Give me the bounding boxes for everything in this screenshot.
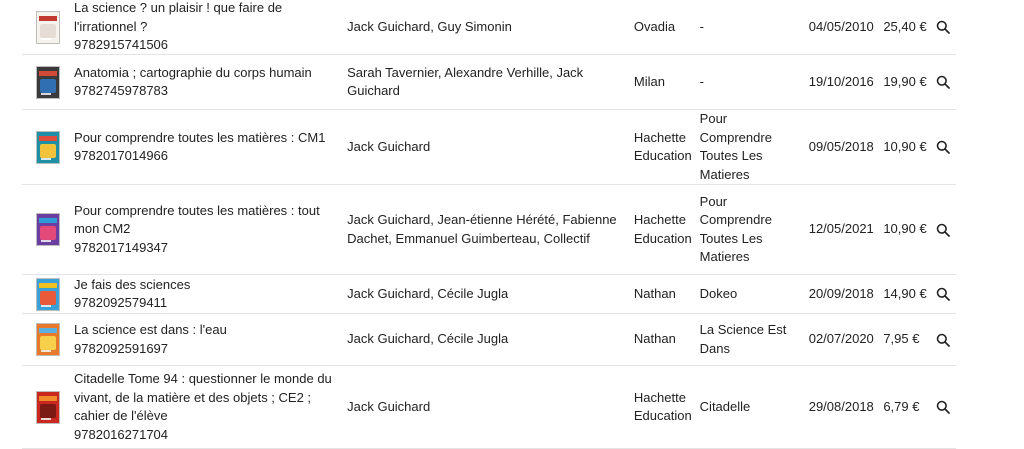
cover-band	[39, 16, 57, 21]
book-editor-cell	[634, 73, 700, 92]
book-editor-line: Nathan	[633, 285, 676, 301]
cover-art	[40, 336, 56, 350]
book-date: 12/05/2021	[808, 221, 874, 237]
book-isbn: 9782017014966	[74, 148, 169, 163]
book-title-cell	[74, 370, 347, 444]
search-icon[interactable]	[936, 140, 950, 154]
search-icon[interactable]	[936, 20, 950, 34]
book-title-cell	[74, 321, 347, 358]
search-button[interactable]	[936, 333, 956, 347]
cover-band	[39, 136, 57, 141]
book-editor-line: Education	[633, 230, 692, 246]
book-collection-cell	[700, 285, 809, 304]
book-editor-line: Education	[633, 408, 692, 423]
book-editor-cell	[634, 129, 700, 166]
book-price: 19,90 €	[883, 73, 927, 89]
book-cover-cell	[22, 278, 74, 311]
book-collection-cell	[700, 193, 809, 267]
book-cover-cell	[22, 66, 74, 99]
book-collection-line: Toutes Les	[699, 230, 763, 246]
table-row[interactable]	[22, 314, 956, 366]
cover-line	[41, 418, 51, 420]
book-collection-line: Dans	[699, 340, 731, 356]
cover-band	[39, 328, 57, 333]
book-authors-cell	[347, 398, 634, 417]
book-price: 10,90 €	[883, 221, 927, 237]
search-button[interactable]	[936, 223, 956, 237]
cover-art	[40, 144, 56, 158]
search-button[interactable]	[936, 140, 956, 154]
book-title-line: Citadelle Tome 94 : questionner le monde du	[74, 371, 332, 386]
book-collection-cell	[700, 321, 809, 358]
book-collection-line: Matieres	[699, 166, 750, 182]
book-title-cell	[74, 64, 347, 101]
search-button[interactable]	[936, 287, 956, 301]
book-price: 14,90 €	[883, 285, 927, 301]
book-editor-cell	[634, 285, 700, 304]
cover-art	[40, 24, 56, 38]
book-collection-line: Pour	[699, 193, 728, 209]
book-title-cell	[74, 202, 347, 258]
search-icon[interactable]	[936, 400, 950, 414]
search-button[interactable]	[936, 75, 956, 89]
book-collection-line: -	[699, 73, 705, 89]
cover-art	[40, 226, 56, 240]
cover-line	[41, 305, 51, 307]
book-collection-line: Dokeo	[699, 285, 738, 301]
search-icon[interactable]	[936, 287, 950, 301]
book-collection-line: -	[699, 18, 705, 34]
book-date: 20/09/2018	[808, 285, 874, 301]
book-collection-cell	[700, 110, 809, 184]
book-cover-cell	[22, 11, 74, 44]
book-date: 04/05/2010	[808, 18, 874, 34]
search-icon[interactable]	[936, 223, 950, 237]
book-cover-cell	[22, 213, 74, 246]
book-isbn: 9782016271704	[74, 426, 169, 442]
book-authors-line: Jack Guichard, Jean-étienne Hérété, Fabienne	[347, 212, 617, 227]
book-date: 19/10/2016	[808, 73, 874, 89]
book-editor-line: Education	[633, 148, 692, 163]
book-isbn: 9782745978783	[74, 83, 169, 98]
book-collection-line: Comprendre	[699, 212, 772, 227]
book-collection-line: Citadelle	[699, 398, 751, 414]
table-row[interactable]	[22, 366, 956, 449]
book-title-line: l'irrationnel ?	[74, 18, 148, 34]
cover-line	[41, 158, 51, 160]
book-cover-image[interactable]	[36, 278, 60, 311]
book-cover-cell	[22, 323, 74, 356]
cover-art	[40, 79, 56, 93]
book-price: 10,90 €	[883, 138, 927, 154]
table-row[interactable]	[22, 0, 956, 55]
cover-band	[39, 71, 57, 76]
book-cover-image[interactable]	[36, 323, 60, 356]
book-authors-line: Jack Guichard	[347, 138, 431, 154]
book-isbn: 9782092579411	[74, 295, 168, 310]
book-authors-line: Jack Guichard, Cécile Jugla	[347, 331, 509, 347]
book-editor-line: Hachette	[633, 212, 686, 227]
book-authors-line: Jack Guichard	[347, 398, 431, 414]
book-title-line: Pour comprendre toutes les matières : tout	[74, 202, 320, 218]
book-collection-cell	[700, 398, 809, 417]
book-cover-image[interactable]	[36, 66, 60, 99]
book-cover-cell	[22, 131, 74, 164]
book-authors-cell	[347, 285, 634, 304]
book-title-cell	[74, 0, 347, 55]
search-button[interactable]	[936, 20, 956, 34]
book-price: 25,40 €	[883, 18, 927, 34]
book-title-line: mon CM2	[74, 221, 131, 237]
book-date: 29/08/2018	[808, 398, 874, 414]
book-editor-line: Milan	[633, 73, 665, 89]
book-title-line: Pour comprendre toutes les matières : CM1	[74, 129, 326, 145]
book-cover-image[interactable]	[36, 213, 60, 246]
book-title-line: Je fais des sciences	[74, 276, 191, 292]
book-collection-cell	[700, 18, 809, 37]
book-collection-cell	[700, 73, 809, 92]
table-row[interactable]	[22, 185, 956, 275]
cover-band	[39, 396, 57, 401]
book-title-cell	[74, 276, 347, 313]
cover-line	[41, 38, 51, 40]
book-collection-line: Pour	[699, 111, 728, 126]
book-title-line: cahier de l'élève	[74, 408, 168, 423]
cover-band	[39, 283, 57, 288]
book-price: 7,95 €	[883, 331, 920, 347]
book-authors-line: Guichard	[347, 83, 400, 98]
cover-band	[39, 218, 57, 223]
book-price: 6,79 €	[883, 398, 920, 414]
book-editor-line: Nathan	[633, 331, 676, 347]
book-cover-image[interactable]	[36, 391, 60, 424]
book-authors-line: Jack Guichard, Guy Simonin	[347, 18, 512, 34]
book-editor-line: Hachette	[633, 129, 686, 145]
book-title-line: La science est dans : l'eau	[74, 322, 227, 337]
book-cover-image[interactable]	[36, 11, 60, 44]
book-collection-line: Toutes Les	[699, 148, 763, 163]
book-editor-cell	[634, 18, 700, 37]
search-button[interactable]	[936, 400, 956, 414]
cover-line	[41, 350, 51, 352]
book-authors-cell	[347, 64, 634, 101]
book-title-line: Anatomia ; cartographie du corps humain	[74, 64, 312, 80]
book-date: 09/05/2018	[808, 138, 874, 154]
cover-line	[41, 93, 51, 95]
book-editor-cell	[634, 389, 700, 426]
book-date: 02/07/2020	[808, 331, 874, 347]
book-results-table	[22, 0, 956, 449]
book-editor-cell	[634, 330, 700, 349]
book-authors-line: Sarah Tavernier, Alexandre Verhille, Jack	[347, 64, 584, 80]
search-icon[interactable]	[936, 333, 950, 347]
table-row[interactable]	[22, 55, 956, 110]
book-cover-cell	[22, 391, 74, 424]
book-isbn: 9782017149347	[74, 239, 169, 255]
book-isbn: 9782915741506	[74, 37, 169, 53]
book-editor-cell	[634, 211, 700, 248]
book-cover-image[interactable]	[36, 131, 60, 164]
table-row[interactable]	[22, 110, 956, 185]
cover-line	[41, 240, 51, 242]
book-collection-line: Comprendre	[699, 129, 772, 145]
book-authors-cell	[347, 18, 634, 37]
book-title-line: La science ? un plaisir ! que faire de	[74, 0, 283, 16]
book-title-cell	[74, 129, 347, 166]
search-icon[interactable]	[936, 75, 950, 89]
book-collection-line: Matieres	[699, 249, 750, 264]
cover-art	[40, 404, 56, 418]
table-row[interactable]	[22, 275, 956, 314]
book-collection-line: La Science Est	[699, 322, 787, 337]
cover-art	[40, 291, 56, 305]
book-authors-cell	[347, 211, 634, 248]
book-authors-cell	[347, 138, 634, 157]
book-editor-line: Hachette	[633, 389, 686, 405]
book-editor-line: Ovadia	[633, 18, 676, 34]
book-authors-cell	[347, 330, 634, 349]
book-authors-line: Dachet, Emmanuel Guimberteau, Collectif	[347, 230, 590, 246]
book-title-line: vivant, de la matière et des objets ; CE2 ;	[74, 389, 312, 405]
book-authors-line: Jack Guichard, Cécile Jugla	[347, 285, 509, 301]
book-isbn: 9782092591697	[74, 340, 169, 356]
